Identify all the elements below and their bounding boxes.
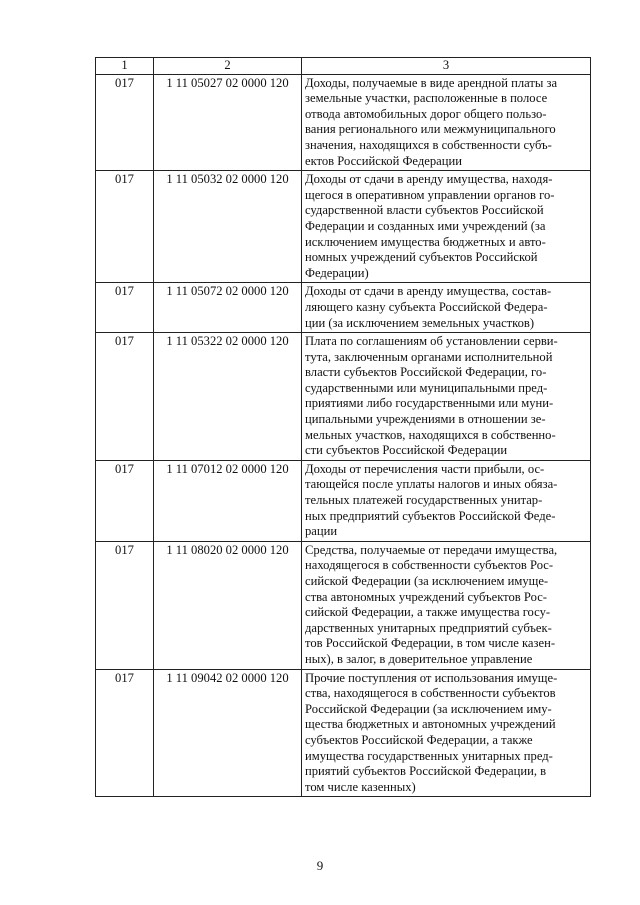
table-row [96, 541, 591, 669]
table-row [96, 333, 591, 461]
revenue-code-cell: 1 11 05322 02 0000 120 [154, 333, 302, 461]
description-line: приятиями либо государственными или муни- [305, 396, 554, 411]
table-row [96, 171, 591, 283]
description-cell [302, 460, 591, 541]
description-line: ектов Российской Федерации [305, 153, 462, 168]
admin-code-cell: 017 [96, 541, 154, 669]
admin-code-cell: 017 [96, 283, 154, 333]
description-line: Средства, получаемые от передачи имущества, [305, 542, 558, 557]
revenue-code-cell: 1 11 05027 02 0000 120 [154, 74, 302, 171]
description-line: Плата по соглашениям об установлении серви- [305, 334, 558, 349]
description-line: тельных платежей государственных унитар- [305, 493, 543, 508]
description-line: земельные участки, расположенные в полосе [305, 91, 548, 106]
description-cell [302, 333, 591, 461]
revenue-code-cell: 1 11 09042 02 0000 120 [154, 669, 302, 797]
description-cell [302, 669, 591, 797]
column-header-2: 2 [154, 58, 302, 75]
admin-code-cell: 017 [96, 460, 154, 541]
admin-code-cell: 017 [96, 74, 154, 171]
description-cell [302, 541, 591, 669]
description-line: ляющего казну субъекта Российской Федера- [305, 299, 548, 314]
table-row [96, 283, 591, 333]
description-line: Федерации и созданных ими учреждений (за [305, 218, 546, 233]
description-line: Доходы, получаемые в виде арендной платы за [305, 75, 558, 90]
column-header-1: 1 [96, 58, 154, 75]
description-line: ции (за исключением земельных участков) [305, 315, 535, 330]
description-line: находящегося в собственности субъектов Рос- [305, 558, 554, 573]
description-line: власти субъектов Российской Федерации, го- [305, 365, 547, 380]
description-line: значения, находящихся в собственности субъ- [305, 137, 552, 152]
description-line: тов Российской Федерации, в том числе казен- [305, 636, 556, 651]
table-header-row [96, 58, 591, 75]
description-line: имущества государственных унитарных пред- [305, 748, 553, 763]
description-line: ства, находящегося в собственности субъектов [305, 686, 556, 701]
admin-code-cell: 017 [96, 171, 154, 283]
description-line: Доходы от сдачи в аренду имущества, находя- [305, 172, 553, 187]
table-row [96, 74, 591, 171]
description-line: ных предприятий субъектов Российской Феде- [305, 508, 556, 523]
description-line: сударственной власти субъектов Российской [305, 203, 544, 218]
description-line: тута, заключенным органами исполнительной [305, 349, 553, 364]
revenue-code-cell: 1 11 07012 02 0000 120 [154, 460, 302, 541]
description-line: номных учреждений субъектов Российской [305, 250, 538, 265]
description-line: Федерации) [305, 265, 369, 280]
description-line: Доходы от сдачи в аренду имущества, состав- [305, 284, 552, 299]
description-line: Доходы от перечисления части прибыли, ос- [305, 461, 545, 476]
description-line: дарственных унитарных предприятий субъек- [305, 620, 552, 635]
table-row [96, 460, 591, 541]
description-line: субъектов Российской Федерации, а также [305, 732, 533, 747]
description-line: сударственными или муниципальными пред- [305, 380, 548, 395]
revenue-code-cell: 1 11 05072 02 0000 120 [154, 283, 302, 333]
description-line: Прочие поступления от использования имуще- [305, 670, 558, 685]
column-header-3: 3 [302, 58, 591, 75]
admin-code-cell: 017 [96, 333, 154, 461]
description-line: Российской Федерации (за исключением иму- [305, 701, 552, 716]
description-line: приятий субъектов Российской Федерации, в [305, 764, 547, 779]
description-line: ства автономных учреждений субъектов Рос- [305, 589, 547, 604]
description-line: ных), в залог, в доверительное управление [305, 651, 533, 666]
description-cell [302, 171, 591, 283]
description-line: отвода автомобильных дорог общего пользо- [305, 106, 547, 121]
revenue-code-cell: 1 11 05032 02 0000 120 [154, 171, 302, 283]
description-cell [302, 74, 591, 171]
revenue-code-cell: 1 11 08020 02 0000 120 [154, 541, 302, 669]
description-line: сийской Федерации (за исключением имуще- [305, 574, 549, 588]
description-line: щества бюджетных и автономных учреждений [305, 717, 556, 732]
description-line: вания регионального или межмуниципального [305, 122, 556, 137]
description-line: щегося в оперативном управлении органов го- [305, 187, 555, 202]
table-row [96, 669, 591, 797]
description-line: ципальными учреждениями в отношении зе- [305, 412, 546, 427]
description-line: том числе казенных) [305, 779, 416, 794]
description-line: мельных участков, находящихся в собственно- [305, 427, 556, 442]
description-line: сти субъектов Российской Федерации [305, 443, 508, 458]
description-line: рации [305, 524, 338, 539]
page-number: 9 [316, 858, 324, 873]
description-line: тающейся после уплаты налогов и иных обяза- [305, 477, 558, 492]
admin-code-cell: 017 [96, 669, 154, 797]
description-line: исключением имущества бюджетных и авто- [305, 234, 546, 249]
revenue-codes-table [95, 57, 591, 797]
description-line: сийской Федерации, а также имущества госу- [305, 605, 551, 620]
description-cell [302, 283, 591, 333]
